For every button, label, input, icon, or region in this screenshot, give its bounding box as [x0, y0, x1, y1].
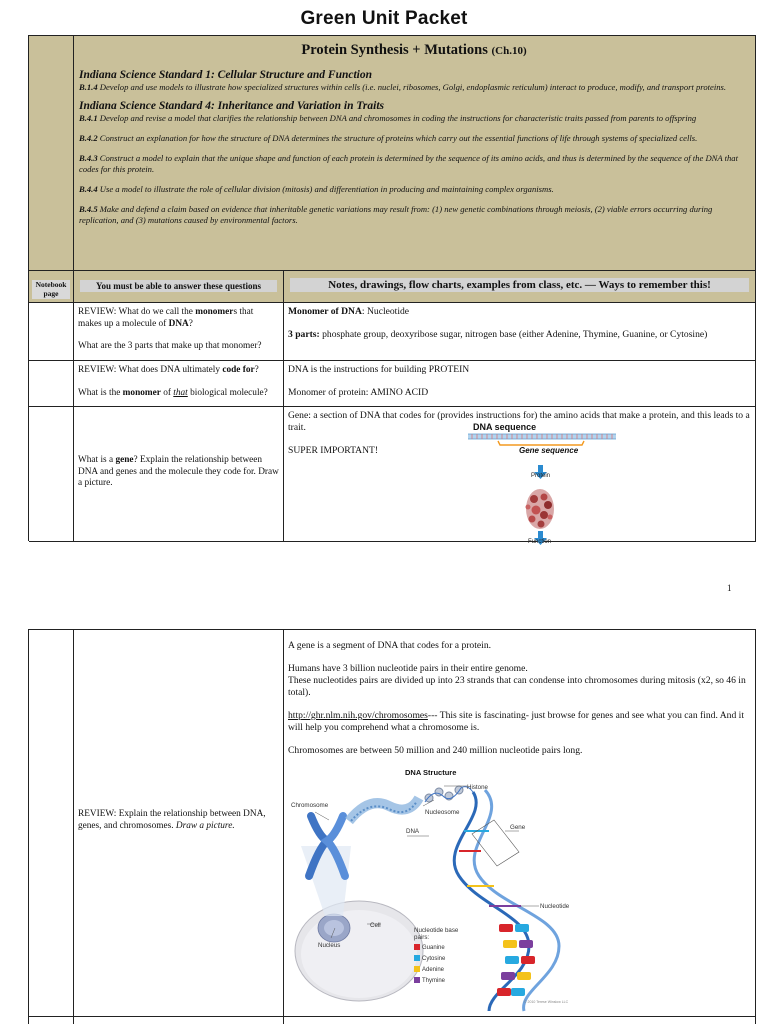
question-text: REVIEW: Explain the relationship between DNA, genes, and chromosomes. Draw a picture. — [78, 809, 266, 831]
table-row — [29, 630, 756, 1017]
note-text: SUPER IMPORTANT! — [288, 445, 379, 456]
question-text: What are the 3 parts that make up that monomer? — [78, 341, 262, 351]
chromosomes-link[interactable]: http://ghr.nlm.nih.gov/chromosomes — [288, 710, 428, 721]
note-text: http://ghr.nlm.nih.gov/chromosomes--- This site is fascinating- just browse for genes and see what you can find. And it will help you comprehend what a chromosome is. — [288, 710, 744, 733]
standard-b43: B.4.3 Construct a model to explain that the unique shape and function of each protein is determined by the sequence of its amino acids, and thus is determined by the sequence of the DNA that codes for this protein. — [79, 153, 738, 174]
page1-table — [28, 35, 756, 545]
question-cell — [74, 361, 284, 406]
protein-icon — [526, 489, 555, 529]
standards-left-cell — [29, 36, 74, 270]
notes-header — [284, 271, 756, 302]
notes-cell — [284, 361, 756, 406]
column-header-row — [29, 271, 756, 303]
question-text: REVIEW: What do we call the monomers that makes up a molecule of DNA? — [78, 307, 254, 329]
dna-sequence-label: DNA sequence — [473, 422, 537, 432]
standard4-heading: Indiana Science Standard 4: Inheritance and Variation in Traits — [79, 100, 385, 112]
gene-sequence-label: Gene sequence — [519, 446, 579, 455]
notebook-page-cell — [29, 630, 74, 1016]
standard-b41: B.4.1 Develop and revise a model that clarifies the relationship between DNA and chromosomes in coding the instructions for characteristic traits passed from parents to offspring — [79, 113, 697, 123]
dna-strand — [468, 434, 616, 439]
note-text: Monomer of protein: AMINO ACID — [288, 387, 429, 398]
notes-cell — [284, 1017, 756, 1024]
question-cell — [74, 630, 284, 1016]
function-label: Function — [528, 539, 552, 545]
notebook-page-cell — [29, 1017, 74, 1024]
questions-header — [74, 271, 284, 302]
cell-illustration — [295, 901, 423, 1001]
page-number: 1 — [727, 583, 732, 593]
dna-label: DNA — [406, 828, 420, 835]
questions-label: You must be able to answer these questions — [80, 280, 277, 292]
notebook-page-label: Notebook page — [32, 280, 70, 299]
note-text: Gene: a section of DNA that codes for (provides instructions for) the amino acids that make a protein, and this leads to a trait. — [288, 410, 750, 433]
cell-label: Cell — [370, 922, 381, 929]
standard-b44: B.4.4 Use a model to illustrate the role of cellular division (mitosis) and differentiation in producing and maintaining complex organisms. — [79, 184, 554, 194]
note-text: Humans have 3 billion nucleotide pairs in their entire genome. — [288, 663, 528, 674]
table-row — [29, 361, 756, 407]
notes-cell — [284, 630, 756, 1016]
standard-b45: B.4.5 Make and defend a claim based on evidence that inheritable genetic variations may result from: (1) new genetic combinations through meiosis, (2) viable errors occurring during replication, and (3) mutations caused by environmental factors. — [79, 204, 713, 225]
standard-b14: B.1.4 Develop and use models to illustrate how specialized structures within cells (i.e. nuclei, ribosomes, Golgi, endoplasmic reticulum) interact to produce, modify, and transport proteins. — [79, 82, 727, 92]
unit-title: Protein Synthesis + Mutations (Ch.10) — [301, 42, 527, 58]
nucleus-label: Nucleus — [318, 942, 341, 949]
standard1-heading: Indiana Science Standard 1: Cellular Structure and Function — [79, 69, 372, 81]
note-text: A gene is a segment of DNA that codes for a protein. — [288, 640, 492, 651]
legend-item: Adenine — [414, 964, 444, 976]
notebook-page-cell — [29, 361, 74, 406]
nucleosome-beads — [425, 786, 473, 802]
table-row — [29, 303, 756, 361]
gene-label: Gene — [510, 824, 526, 831]
note-text: 3 parts: phosphate group, deoxyribose sugar, nitrogen base (either Adenine, Thymine, Guanine, or Cytosine) — [288, 329, 708, 340]
question-text: REVIEW: What does DNA ultimately code for? — [78, 365, 259, 375]
notes-cell — [284, 303, 756, 360]
question-text: What is a gene? Explain the relationship between DNA and genes and the molecule they code for. Draw a picture. — [78, 455, 279, 488]
notes-label: Notes, drawings, flow charts, examples from class, etc. — Ways to remember this! — [290, 278, 749, 292]
zoom-cone — [301, 846, 351, 916]
guanine-swatch — [414, 944, 420, 950]
legend-item: Thymine — [414, 975, 445, 987]
standard-b42: B.4.2 Construct an explanation for how the structure of DNA determines the structure of proteins which carry out the essential functions of life through systems of specialized cells. — [79, 133, 698, 143]
figure-copyright: © 2010 Terese Winslow LLC — [524, 1000, 569, 1004]
question-cell — [74, 1017, 284, 1024]
table-row — [29, 407, 756, 545]
notebook-page-cell — [29, 303, 74, 360]
note-text: These nucleotides pairs are divided up into 23 strands that can condense into chromosomes during mitosis (x2, so 46 in total). — [288, 675, 746, 698]
note-text: Monomer of DNA: Nucleotide — [288, 306, 410, 317]
question-cell — [74, 407, 284, 541]
notebook-page-cell — [29, 407, 74, 541]
adenine-swatch — [414, 966, 420, 972]
note-text: Chromosomes are between 50 million and 240 million nucleotide pairs long. — [288, 745, 583, 756]
packet-title: Green Unit Packet — [300, 8, 468, 29]
dna-structure-title: DNA Structure — [405, 768, 457, 777]
legend-item: Cytosine — [414, 953, 445, 965]
page2-table — [28, 629, 756, 1024]
nucleotide-label: Nucleotide — [540, 903, 570, 910]
cytosine-swatch — [414, 955, 420, 961]
chromatin-coil — [349, 798, 419, 821]
note-text: DNA is the instructions for building PROTEIN — [288, 364, 470, 375]
standards-content — [74, 36, 756, 270]
legend-title: Nucleotide base pairs: — [414, 927, 459, 941]
protein-label: Protein — [531, 473, 551, 479]
question-cell — [74, 303, 284, 360]
notes-cell — [284, 407, 756, 545]
legend-item: Guanine — [414, 942, 445, 954]
nucleosome-label: Nucleosome — [425, 809, 460, 816]
histone-label: Histone — [467, 784, 488, 791]
notebook-page-header — [29, 271, 74, 302]
chromosome-label: Chromosome — [291, 802, 329, 809]
thymine-swatch — [414, 977, 420, 983]
standards-block — [29, 36, 756, 271]
question-text: What is the monomer of that biological molecule? — [78, 387, 268, 398]
table-row-partial — [29, 1017, 756, 1024]
